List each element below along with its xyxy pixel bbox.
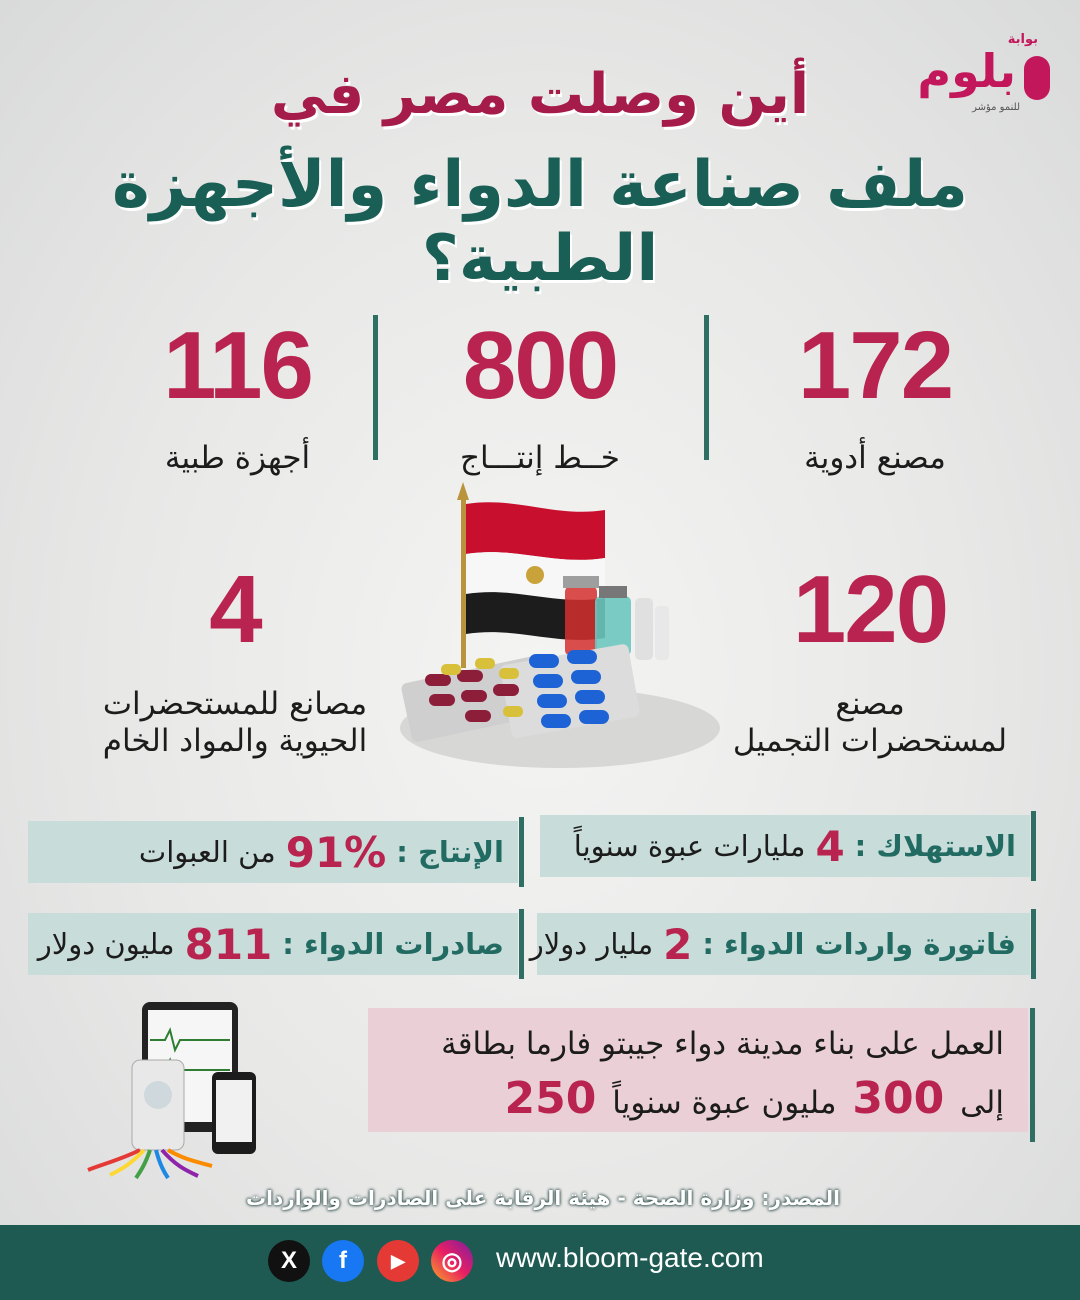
bar-text: مليار دولار bbox=[529, 927, 654, 961]
stat-cosmetics-factories bbox=[700, 556, 1040, 760]
bar-text: من العبوات bbox=[138, 835, 276, 869]
stat-value: 4 bbox=[209, 556, 261, 663]
stat-production-lines bbox=[400, 312, 680, 477]
logo-prefix: بوابة bbox=[1007, 32, 1038, 47]
logo-tagline: للنمو مؤشر bbox=[972, 102, 1020, 113]
bar-edge bbox=[1031, 811, 1036, 881]
bar-key: الإنتاج : bbox=[396, 835, 504, 869]
stat-label-line-2: الحيوية والمواد الخام bbox=[102, 723, 368, 760]
bar-number: 2 bbox=[663, 919, 693, 969]
bar-number: 4 bbox=[815, 821, 845, 871]
divider bbox=[704, 315, 709, 460]
stat-label-line-2: لمستحضرات التجميل bbox=[732, 723, 1008, 760]
facebook-icon[interactable]: f bbox=[322, 1240, 364, 1282]
bar-consumption bbox=[540, 815, 1030, 877]
stat-value: 800 bbox=[462, 312, 618, 419]
bar-number: 811 bbox=[184, 919, 273, 969]
stat-label: أجهزة طبية bbox=[164, 440, 311, 476]
stat-bio-factories bbox=[60, 556, 410, 760]
stat-label: خــط إنتـــاج bbox=[460, 440, 620, 476]
title-line-2: ملف صناعة الدواء والأجهزة الطبية؟ bbox=[111, 148, 969, 296]
city-mid: مليون عبوة سنوياً bbox=[612, 1084, 837, 1121]
bar-edge bbox=[519, 817, 524, 887]
bar-edge bbox=[519, 909, 524, 979]
egypt-flag-and-medicine-illustration bbox=[395, 478, 725, 770]
ecg-device-illustration bbox=[80, 1000, 280, 1180]
stat-value: 120 bbox=[792, 556, 948, 663]
logo-name: بلوم bbox=[917, 44, 1016, 98]
stat-value: 116 bbox=[163, 312, 312, 419]
stat-label: مصنع أدوية bbox=[804, 440, 946, 476]
bar-edge bbox=[1031, 909, 1036, 979]
website-link[interactable]: www.bloom-gate.com bbox=[496, 1242, 764, 1273]
bar-production bbox=[28, 821, 518, 883]
x-icon[interactable]: X bbox=[268, 1240, 310, 1282]
youtube-icon[interactable]: ▶ bbox=[377, 1240, 419, 1282]
city-number-2: 250 bbox=[504, 1072, 597, 1124]
stat-label-line-1: مصنع bbox=[835, 686, 905, 722]
bar-key: الاستهلاك : bbox=[854, 829, 1016, 863]
bar-text: مليون دولار bbox=[37, 927, 175, 961]
bar-exports bbox=[28, 913, 518, 975]
city-line-1: العمل على بناء مدينة دواء جيبتو فارما بطاقة bbox=[441, 1026, 1004, 1062]
bar-number: 91% bbox=[285, 827, 387, 877]
pharma-city-box bbox=[368, 1008, 1028, 1132]
city-pre: إلى bbox=[960, 1084, 1004, 1121]
box-edge bbox=[1030, 1008, 1035, 1142]
city-line-2 bbox=[368, 1067, 1004, 1131]
bar-key: فاتورة واردات الدواء : bbox=[702, 927, 1016, 961]
stat-value: 172 bbox=[797, 312, 953, 419]
footer bbox=[0, 1225, 1080, 1300]
instagram-icon[interactable]: ◎ bbox=[431, 1240, 473, 1282]
bar-text: مليارات عبوة سنوياً bbox=[573, 829, 806, 863]
bar-imports bbox=[529, 913, 1030, 975]
bar-key: صادرات الدواء : bbox=[282, 927, 504, 961]
source-note: المصدر: وزارة الصحة - هيئة الرقابة على الصادرات والواردات bbox=[246, 1186, 840, 1210]
divider bbox=[373, 315, 378, 460]
stat-label-line-1: مصانع للمستحضرات bbox=[102, 686, 368, 722]
stat-medical-devices bbox=[130, 312, 345, 477]
stat-pharma-factories bbox=[760, 312, 990, 477]
city-number-1: 300 bbox=[852, 1072, 945, 1124]
title-line-1: أين وصلت مصر في bbox=[270, 62, 810, 127]
